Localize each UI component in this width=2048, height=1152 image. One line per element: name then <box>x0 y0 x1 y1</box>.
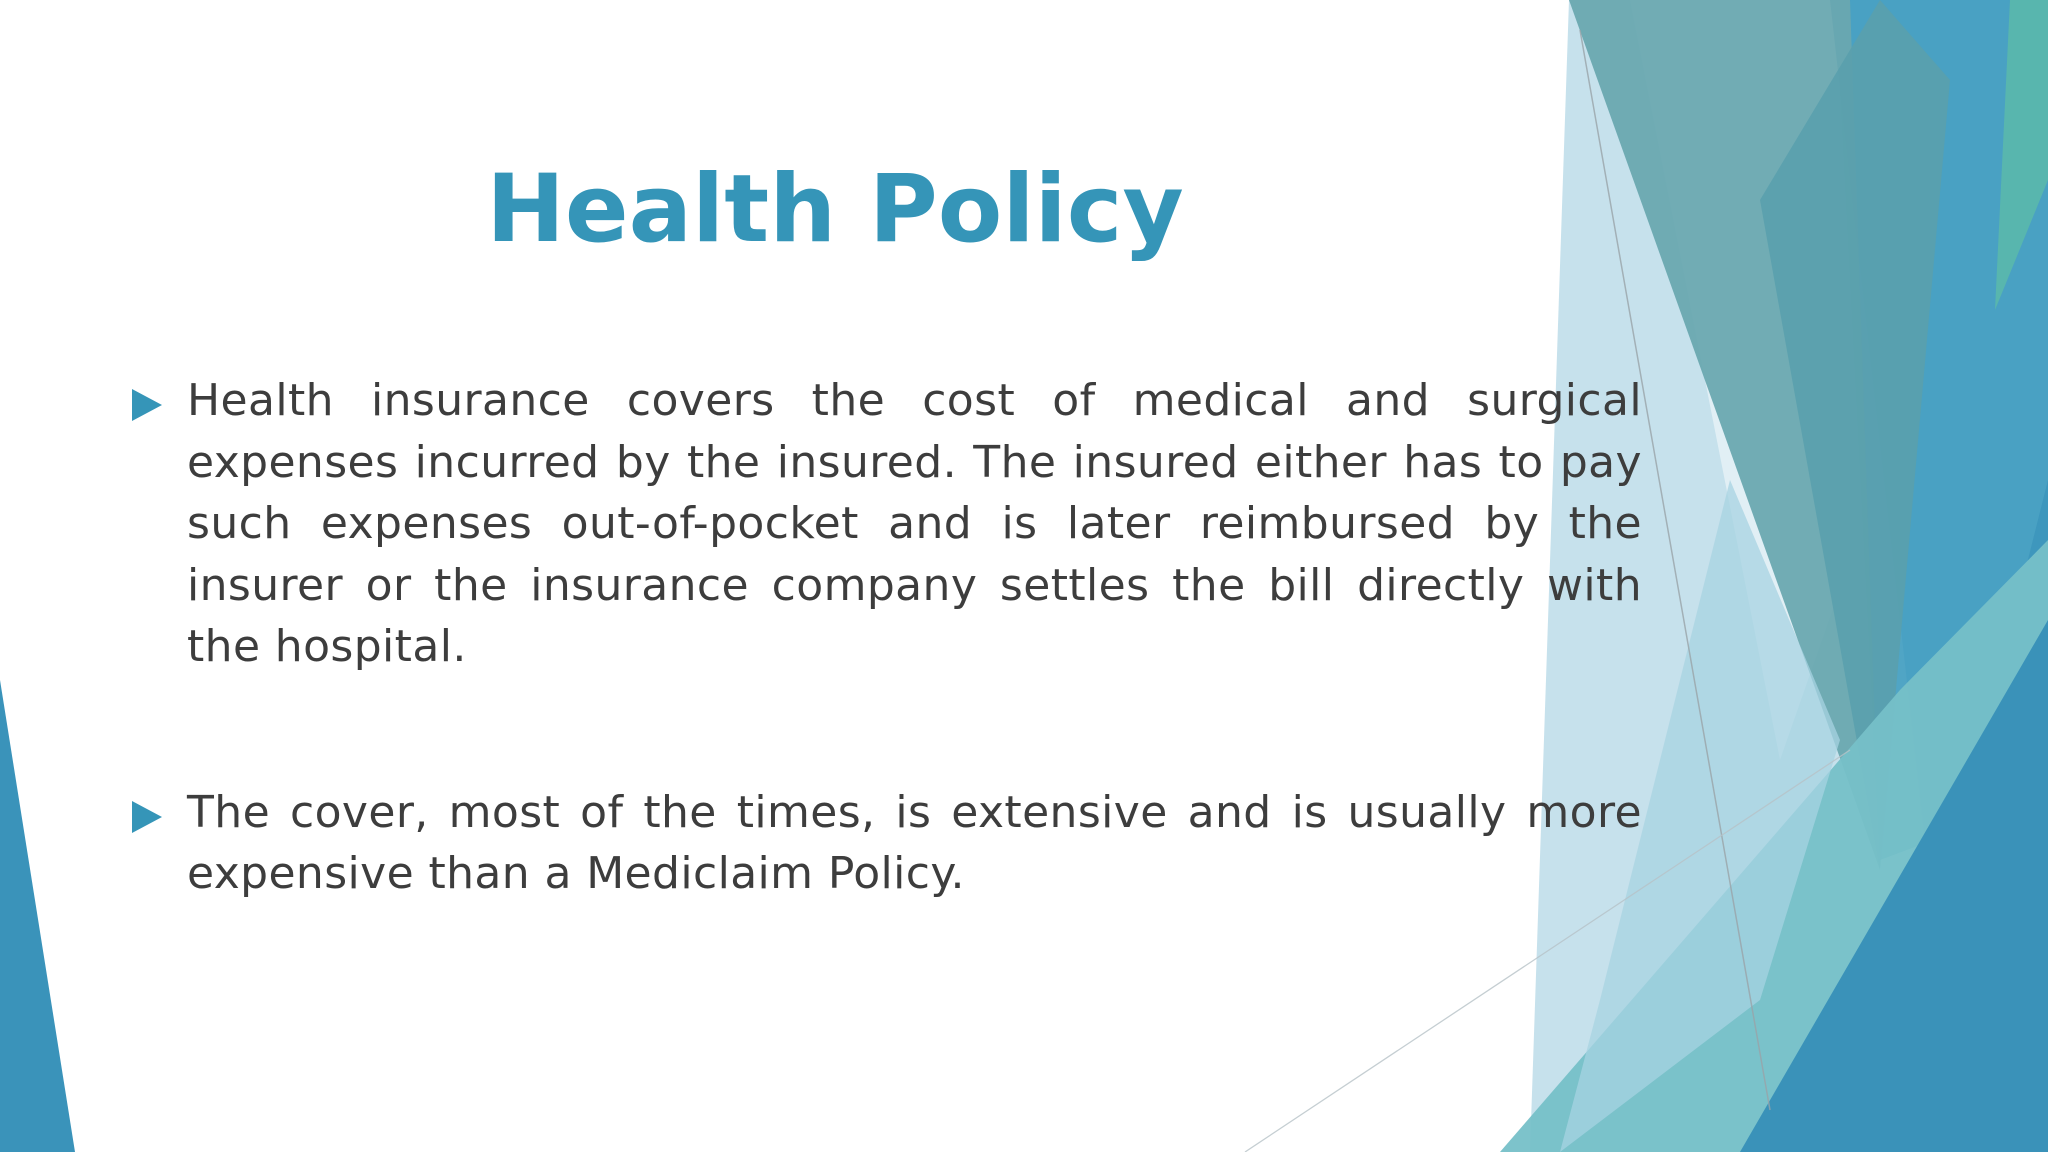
slide-title: Health Policy <box>486 155 1184 264</box>
triangle-right-icon <box>132 801 162 833</box>
bullet-item <box>130 782 1642 905</box>
bullet-list <box>130 370 1642 905</box>
bullet-text: Health insurance covers the cost of medical and surgical expenses incurred by the insured. The insured either has to pay such expenses out-of-pocket and is later reimbursed by the insurer or the insurance company settles the bill directly with the hospital. <box>187 375 1642 672</box>
bullet-text: The cover, most of the times, is extensive and is usually more expensive than a Mediclaim Policy. <box>187 786 1642 899</box>
triangle-right-icon <box>132 389 162 421</box>
facet-left-blue <box>0 680 75 1152</box>
bullet-item <box>130 370 1642 678</box>
